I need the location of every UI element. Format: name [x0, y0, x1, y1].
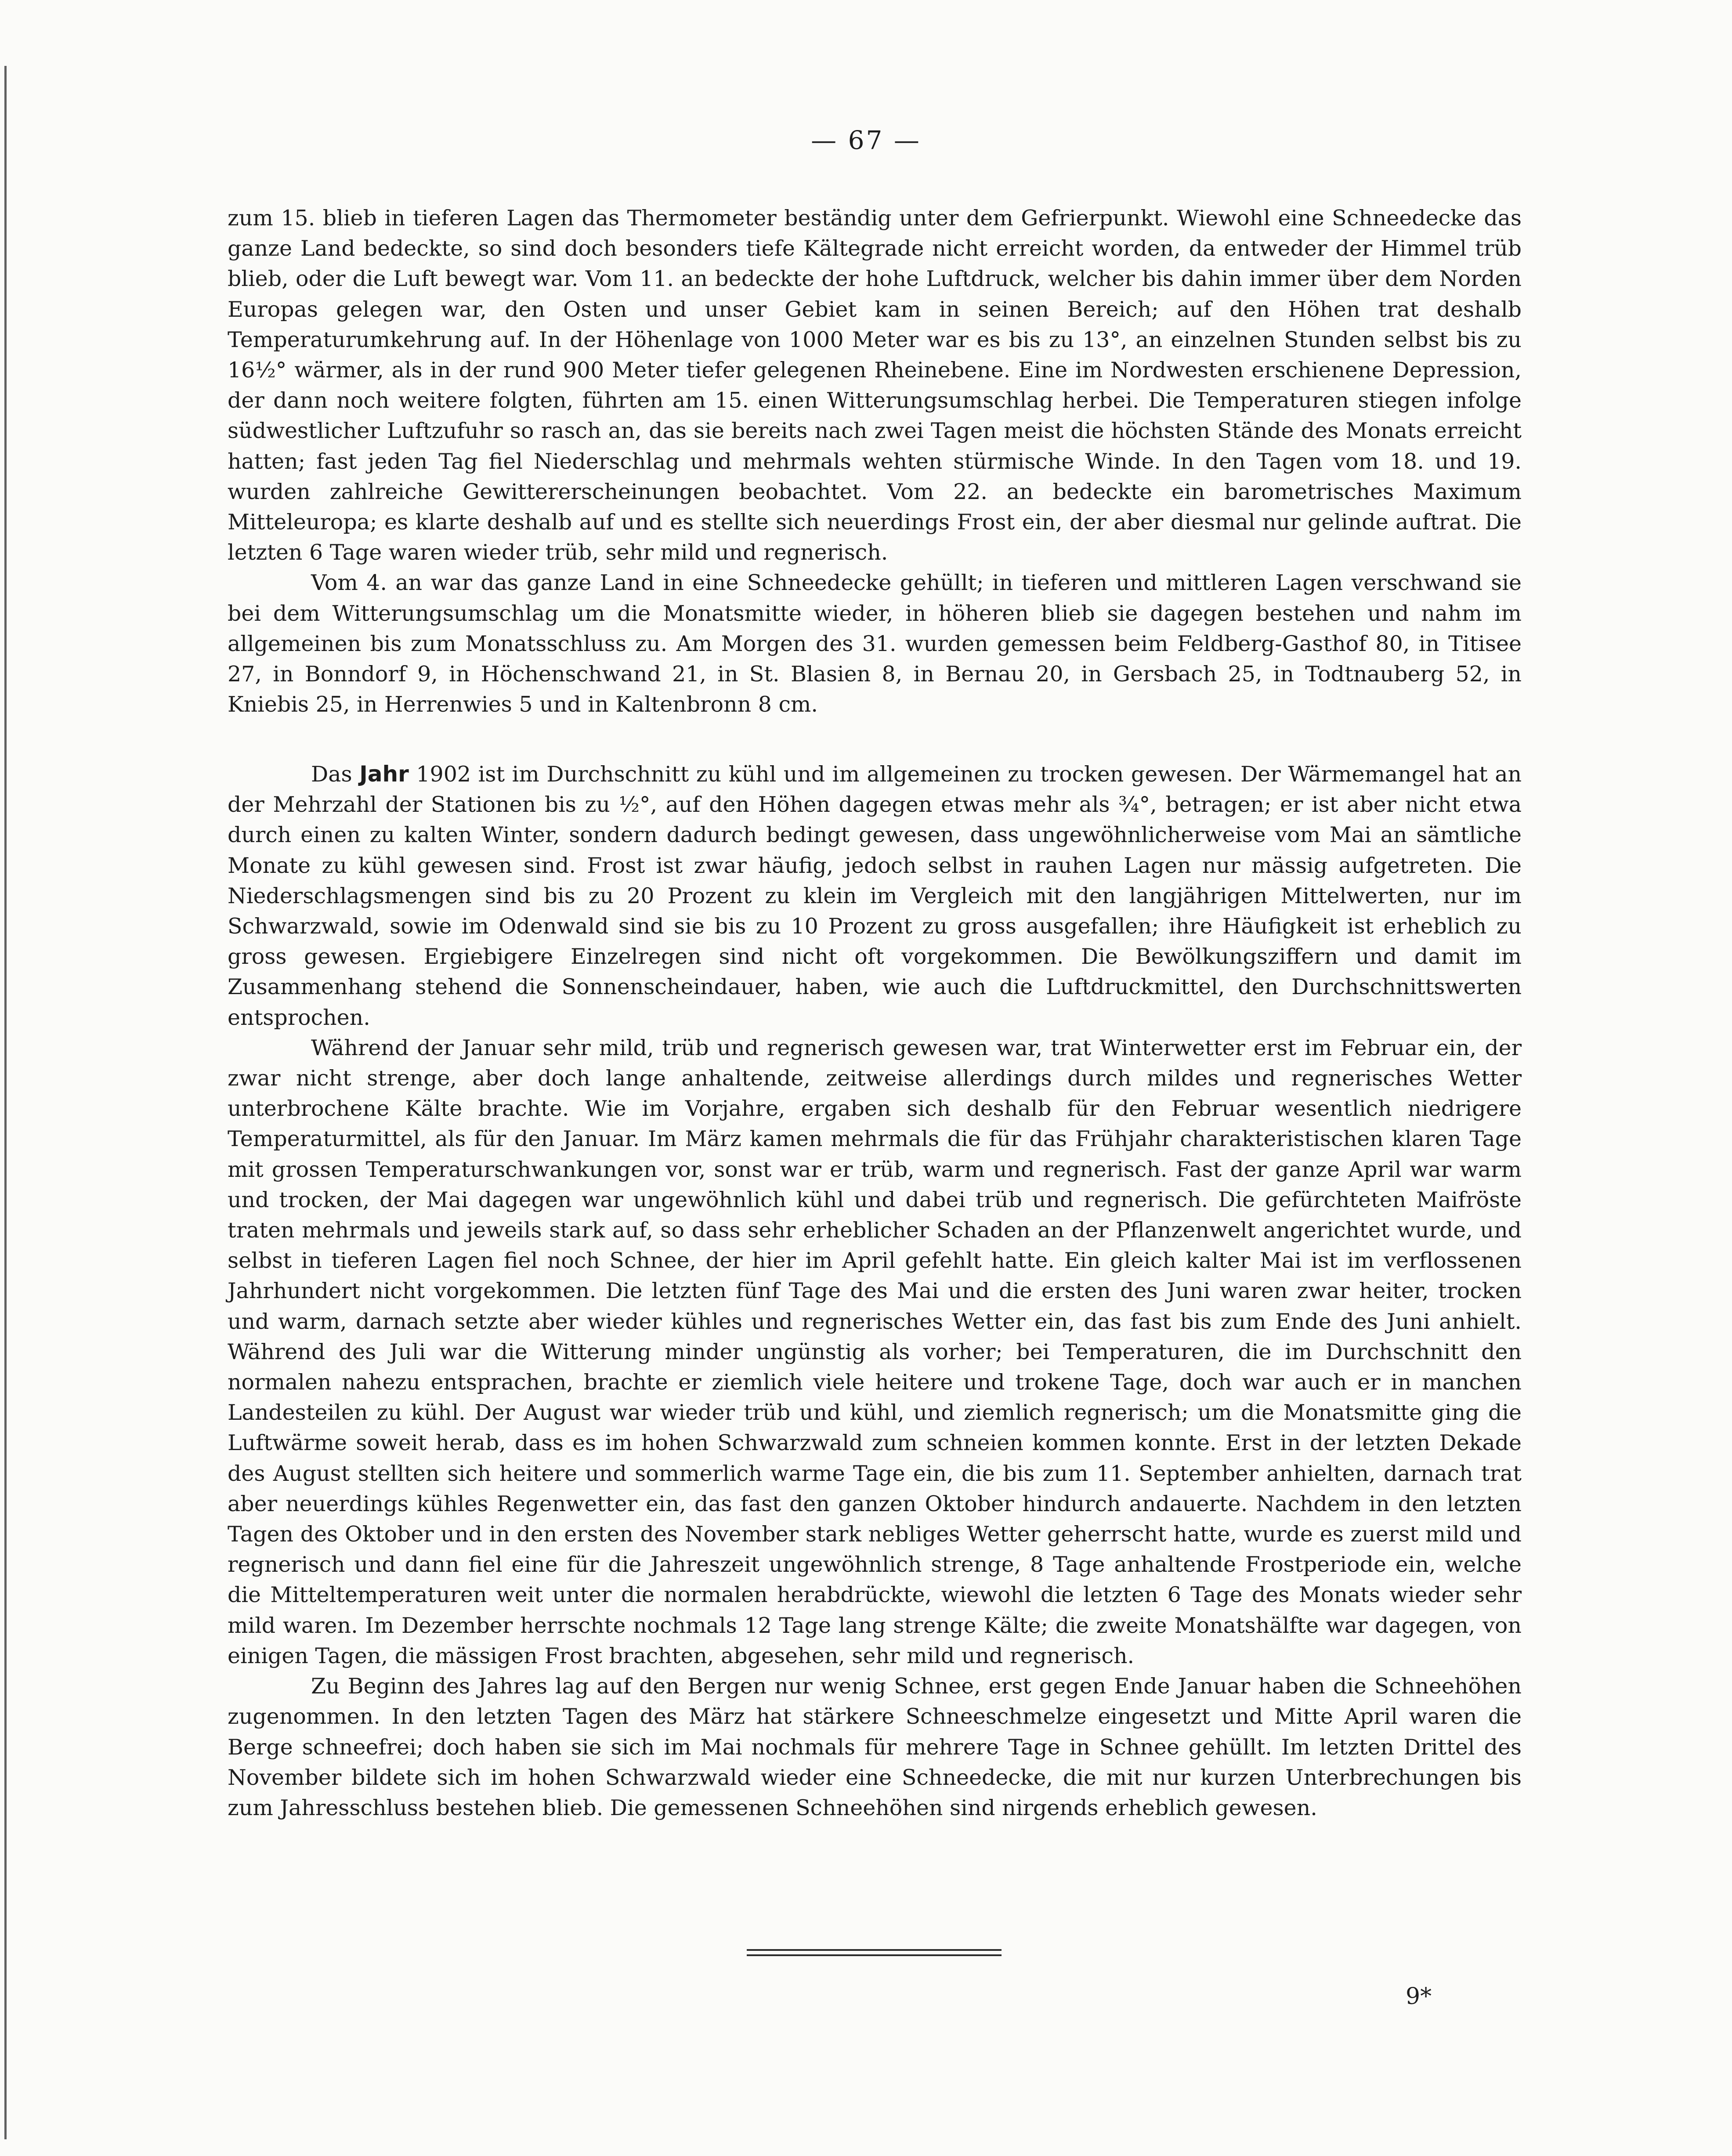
- paragraph-year-monthly: Während der Januar sehr mild, trüb und regnerisch gewesen war, trat Winterwetter erst im Februar ein, der zwar nicht strenge, aber doch lange anhaltende, zeitweise allerdings durch mildes und regnerisches Wetter unterbrochene Kälte brachte. Wie im Vorjahre, ergaben sich deshalb für den Februar wesentlich niedrigere Temperaturmittel, als für den Januar. Im März kamen mehrmals die für das Frühjahr charakteristischen klaren Tage mit grossen Temperaturschwankungen vor, sonst war er trüb, warm und regnerisch. Fast der ganze April war warm und trocken, der Mai dagegen war ungewöhnlich kühl und dabei trüb und regnerisch. Die gefürchteten Maifröste traten mehrmals und jeweils stark auf, so dass sehr erheblicher Schaden an der Pflanzenwelt angerichtet wurde, und selbst in tieferen Lagen fiel noch Schnee, der hier im April gefehlt hatte. Ein gleich kalter Mai ist im verflossenen Jahrhundert nicht vorgekommen. Die letzten fünf Tage des Mai und die ersten des Juni waren zwar heiter, trocken und warm, darnach setzte aber wieder kühles und regnerisches Wetter ein, das fast bis zum Ende des Juni anhielt. Während des Juli war die Witterung minder ungünstig als vorher; bei Temperaturen, die im Durchschnitt den normalen nahezu entsprachen, brachte er ziemlich viele heitere und trokene Tage, doch war auch er in manchen Landesteilen zu kühl. Der August war wieder trüb und kühl, und ziemlich regnerisch; um die Monatsmitte ging die Luftwärme soweit herab, dass es im hohen Schwarzwald zum schneien kommen konnte. Erst in der letzten Dekade des August stellten sich heitere und sommerlich warme Tage ein, die bis zum 11. September anhielten, darnach trat aber neuerdings kühles Regenwetter ein, das fast den ganzen Oktober hindurch andauerte. Nachdem in den letzten Tagen des Oktober und in den ersten des November stark nebliges Wetter geherrscht hatte, wurde es zuerst mild und regnerisch und dann fiel eine für die Jahreszeit ungewöhnlich strenge, 8 Tage anhaltende Frostperiode ein, welche die Mitteltemperaturen weit unter die normalen herabdrückte, wiewohl die letzten 6 Tage des Monats wieder sehr mild waren. Im Dezember herrschte nochmals 12 Tage lang strenge Kälte; die zweite Monatshälfte war dagegen, von einigen Tagen, die mässigen Frost brachten, abgesehen, sehr mild und regnerisch.: [228, 1035, 1522, 1668]
- scan-edge-line: [4, 66, 7, 2139]
- paragraph-year-summary: [228, 759, 1522, 1033]
- paragraph-year-lead: Das: [311, 762, 352, 787]
- page-number: — 67 —: [811, 125, 921, 155]
- separator-line-bottom: [747, 1954, 1002, 1956]
- separator-line-top: [747, 1949, 1002, 1951]
- paragraph-year-snow: Zu Beginn des Jahres lag auf den Bergen nur wenig Schnee, erst gegen Ende Januar haben die Schneehöhen zugenommen. In den letzten Tagen des März hat stärkere Schneeschmelze eingesetzt und Mitte April waren die Berge schneefrei; doch haben sie sich im Mai nochmals für mehrere Tage in Schnee gehüllt. Im letzten Drittel des November bildete sich im hohen Schwarzwald wieder eine Schneedecke, die mit nur kurzen Unterbrechungen bis zum Jahresschluss bestehen blieb. Die gemessenen Schneehöhen sind nirgends erheblich gewesen.: [228, 1674, 1522, 1820]
- signature-mark: 9*: [1406, 1983, 1432, 2010]
- text-block-january: [228, 203, 1522, 720]
- paragraph-year-body: 1902 ist im Durchschnitt zu kühl und im allgemeinen zu trocken gewesen. Der Wärmemangel hat an der Mehrzahl der Stationen bis zu ½°, auf den Höhen dagegen etwas mehr als ¾°, betragen; er ist aber nicht etwa durch einen zu kalten Winter, sondern dadurch bedingt gewesen, dass ungewöhnlicherweise vom Mai an sämtliche Monate zu kühl gewesen sind. Frost ist zwar häufig, jedoch selbst in rauhen Lagen nur mässig aufgetreten. Die Niederschlagsmengen sind bis zu 20 Prozent zu klein im Vergleich mit den langjährigen Mittelwerten, nur im Schwarzwald, sowie im Odenwald sind sie bis zu 10 Prozent zu gross ausgefallen; ihre Häufigkeit ist erheblich zu gross gewesen. Ergiebigere Einzelregen sind nicht oft vorgekommen. Die Bewölkungsziffern und damit im Zusammenhang stehend die Sonnenscheindauer, haben, wie auch die Luftdruckmittel, den Durchschnittswerten entsprochen.: [228, 762, 1522, 1030]
- paragraph-continuation: zum 15. blieb in tieferen Lagen das Thermometer beständig unter dem Gefrierpunkt. Wiewohl eine Schneedecke das ganze Land bedeckte, so sind doch besonders tiefe Kältegrade nicht erreicht worden, da entweder der Himmel trüb blieb, oder die Luft bewegt war. Vom 11. an bedeckte der hohe Luftdruck, welcher bis dahin immer über dem Norden Europas gelegen war, den Osten und unser Gebiet kam in seinen Bereich; auf den Höhen trat deshalb Temperaturumkehrung auf. In der Höhenlage von 1000 Meter war es bis zu 13°, an einzelnen Stunden selbst bis zu 16½° wärmer, als in der rund 900 Meter tiefer gelegenen Rheinebene. Eine im Nordwesten erschienene Depression, der dann noch weitere folgten, führten am 15. einen Witterungsumschlag herbei. Die Temperaturen stiegen infolge südwestlicher Luftzufuhr so rasch an, das sie bereits nach zwei Tagen meist die höchsten Stände des Monats erreicht hatten; fast jeden Tag fiel Niederschlag und mehrmals wehten stürmische Winde. In den Tagen vom 18. und 19. wurden zahlreiche Gewittererscheinungen beobachtet. Vom 22. an bedeckte ein barometrisches Maximum Mitteleuropa; es klarte deshalb auf und es stellte sich neuerdings Frost ein, der aber diesmal nur gelinde auftrat. Die letzten 6 Tage waren wieder trüb, sehr mild und regnerisch.: [228, 206, 1522, 565]
- text-block-year: [228, 759, 1522, 1823]
- year-keyword: Jahr: [359, 761, 409, 787]
- section-separator: [747, 1949, 1002, 1956]
- paragraph-snow-cover: Vom 4. an war das ganze Land in eine Schneedecke gehüllt; in tieferen und mittleren Lagen verschwand sie bei dem Witterungsumschlag um die Monatsmitte wieder, in höheren blieb sie dagegen bestehen und nahm im allgemeinen bis zum Monatsschluss zu. Am Morgen des 31. wurden gemessen beim Feldberg-Gasthof 80, in Titisee 27, in Bonndorf 9, in Höchenschwand 21, in St. Blasien 8, in Bernau 20, in Gersbach 25, in Todtnauberg 52, in Kniebis 25, in Herrenwies 5 und in Kaltenbronn 8 cm.: [228, 570, 1522, 717]
